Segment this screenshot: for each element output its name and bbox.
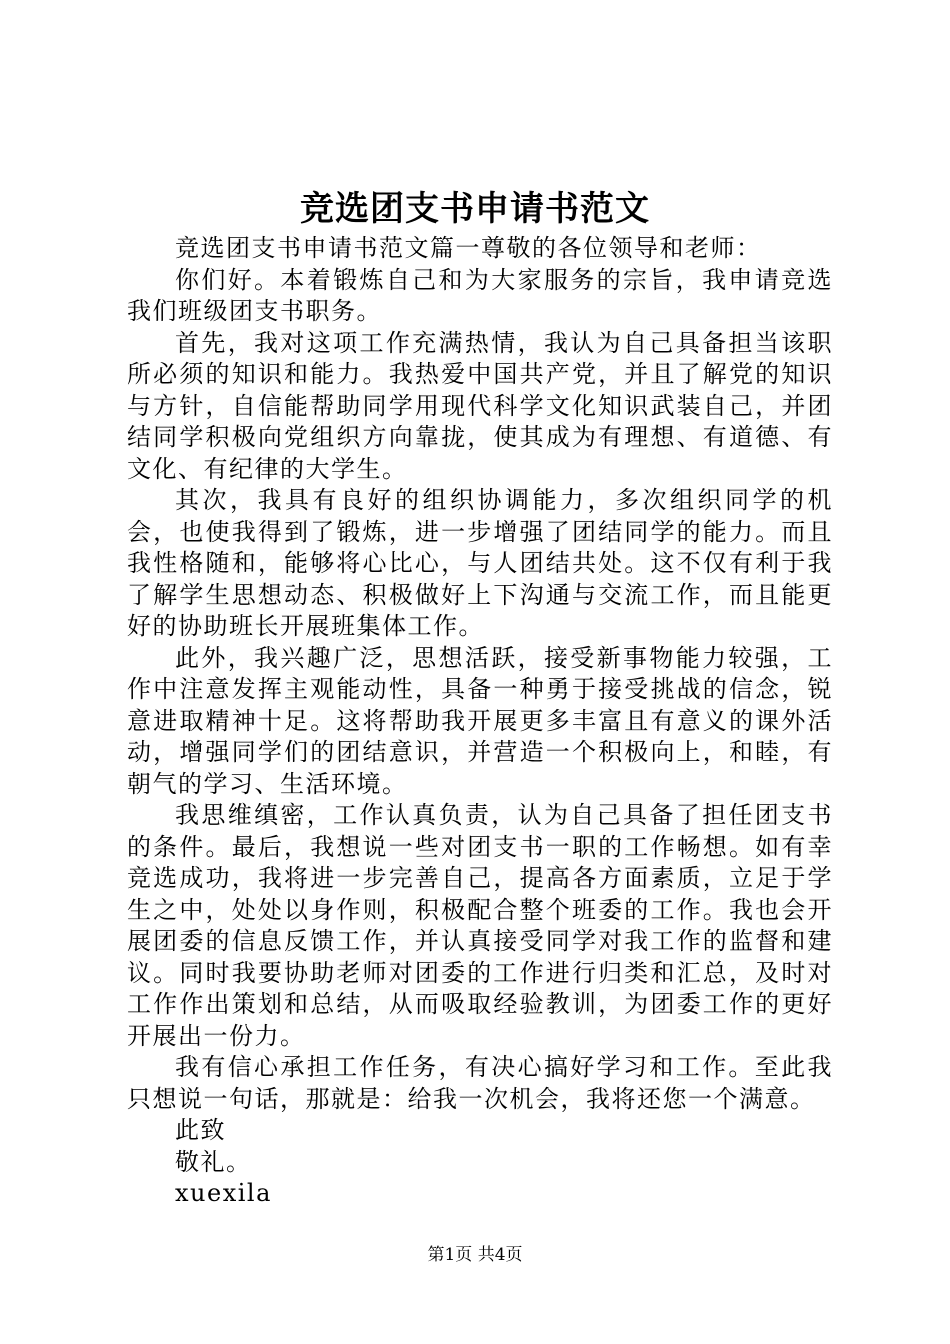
paragraph-third: 此外，我兴趣广泛，思想活跃，接受新事物能力较强，工作中注意发挥主观能动性，具备一种勇于接受挑战的信念，锐意进取精神十足。这将帮助我开展更多丰富且有意义的课外活动，增强同学们的团结意识，并营造一个积极向上，和睦，有朝气的学习、生活环境。	[127, 643, 833, 798]
paragraph-fourth: 我思维缜密，工作认真负责，认为自己具备了担任团支书的条件。最后，我想说一些对团支书一职的工作畅想。如有幸竞选成功，我将进一步完善自己，提高各方面素质，立足于学生之中，处处以身作则，积极配合整个班委的工作。我也会开展团委的信息反馈工作，并认真接受同学对我工作的监督和建议。同时我要协助老师对团委的工作进行归类和汇总，及时对工作作出策划和总结，从而吸取经验教训，为团委工作的更好开展出一份力。	[127, 801, 833, 1050]
document-title: 竞选团支书申请书范文	[300, 189, 650, 229]
page-indicator: 第1页 共4页	[427, 1245, 523, 1265]
paragraph-conclusion: 我有信心承担工作任务，有决心搞好学习和工作。至此我只想说一句话，那就是：给我一次机会，我将还您一个满意。	[127, 1053, 833, 1113]
paragraph-greeting: 竞选团支书申请书范文篇一尊敬的各位领导和老师：	[175, 234, 762, 262]
paragraph-first: 首先，我对这项工作充满热情，我认为自己具备担当该职所必须的知识和能力。我热爱中国共产党，并且了解党的知识与方针，自信能帮助同学用现代科学文化知识武装自己，并团结同学积极向党组织方向靠拢，使其成为有理想、有道德、有文化、有纪律的大学生。	[127, 328, 833, 483]
document-body	[127, 233, 833, 1210]
closing-salutation: 此致	[175, 1116, 226, 1144]
signature: xuexila	[175, 1179, 272, 1207]
paragraph-intro: 你们好。本着锻炼自己和为大家服务的宗旨，我申请竞选我们班级团支书职务。	[127, 265, 833, 325]
closing-regards: 敬礼。	[175, 1147, 252, 1176]
paragraph-second: 其次，我具有良好的组织协调能力，多次组织同学的机会，也使我得到了锻炼，进一步增强了团结同学的能力。而且我性格随和，能够将心比心，与人团结共处。这不仅有利于我了解学生思想动态、积极做好上下沟通与交流工作，而且能更好的协助班长开展班集体工作。	[127, 486, 833, 640]
